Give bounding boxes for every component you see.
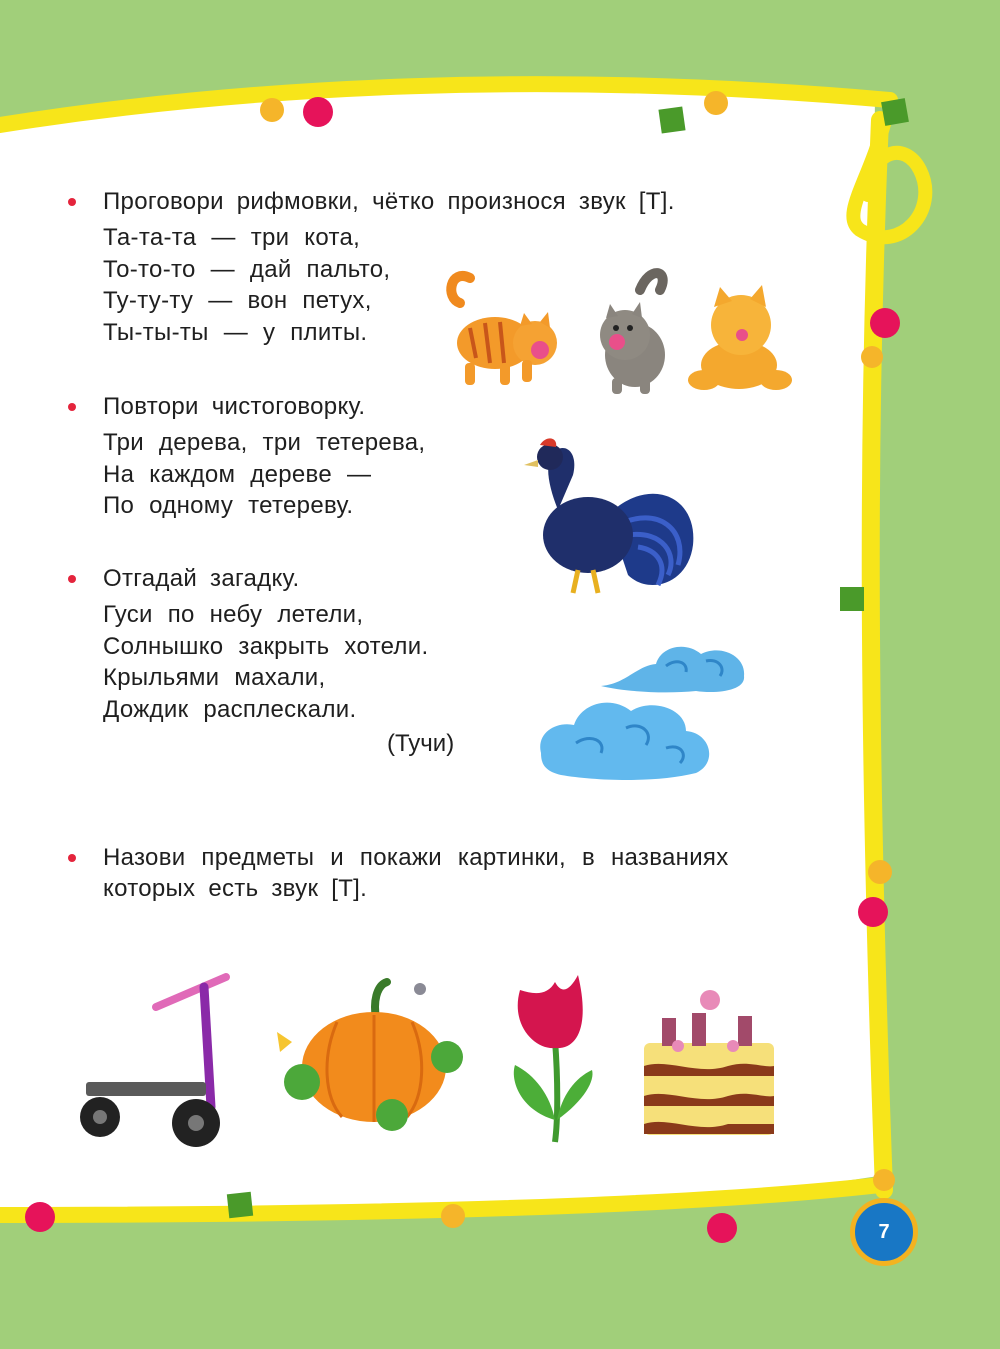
large-cloud-illustration: [536, 693, 716, 783]
bullet: [68, 403, 76, 411]
riddle-answer: (Тучи): [387, 730, 455, 757]
verse-line: Ту-ту-ту — вон петух,: [103, 287, 372, 314]
bullet: [68, 575, 76, 583]
heading-text: Назови предметы и покажи картинки, в названиях: [103, 844, 729, 871]
grouse-illustration: [518, 435, 706, 602]
verse: [68, 222, 675, 348]
exercise-riddle: [68, 563, 428, 725]
orange-cat-illustration: [440, 258, 570, 393]
bullet: [68, 198, 76, 206]
page-number-badge: [850, 1198, 918, 1266]
exercise-tongue-twister: [68, 391, 425, 522]
heading-text: Повтори чистоговорку.: [103, 393, 366, 420]
verse-line: То-то-то — дай пальто,: [103, 255, 391, 283]
exercise-heading: [68, 391, 425, 422]
yellow-kitten-illustration: [684, 285, 796, 395]
grey-cat-illustration: [590, 260, 680, 398]
verse-line: Солнышко закрыть хотели.: [103, 632, 429, 660]
heading-text: которых есть звук [Т].: [103, 875, 368, 902]
page-number: 7: [878, 1220, 890, 1243]
exercise-heading-continued: [68, 873, 729, 904]
verse-line: Ты-ты-ты — у плиты.: [103, 318, 368, 346]
verse-line: Гуси по небу летели,: [103, 601, 364, 628]
verse-line: Три дерева, три тетерева,: [103, 429, 426, 456]
exercise-heading: [68, 842, 729, 873]
verse-line: На каждом дереве —: [103, 460, 372, 488]
bullet: [68, 854, 76, 862]
exercise-name-objects: [68, 842, 729, 904]
verse: [68, 427, 425, 522]
exercise-heading: [68, 563, 428, 594]
exercise-heading: [68, 186, 675, 217]
verse-line: Крыльями махали,: [103, 664, 326, 691]
scooter-illustration: [76, 967, 236, 1149]
heading-text: Отгадай загадку.: [103, 565, 300, 592]
verse-line: По одному тетереву.: [103, 492, 354, 519]
small-cloud-illustration: [596, 636, 750, 696]
verse-line: Та-та-та — три кота,: [103, 224, 361, 251]
exercise-rhymes: [68, 186, 675, 348]
pumpkin-illustration: [262, 977, 475, 1135]
verse: [68, 599, 428, 725]
cake-illustration: [638, 988, 780, 1140]
heading-text: Проговори рифмовки, чётко произнося звук [Т].: [103, 188, 675, 215]
verse-line: Дождик расплескали.: [103, 695, 357, 723]
tulip-illustration: [500, 970, 610, 1146]
